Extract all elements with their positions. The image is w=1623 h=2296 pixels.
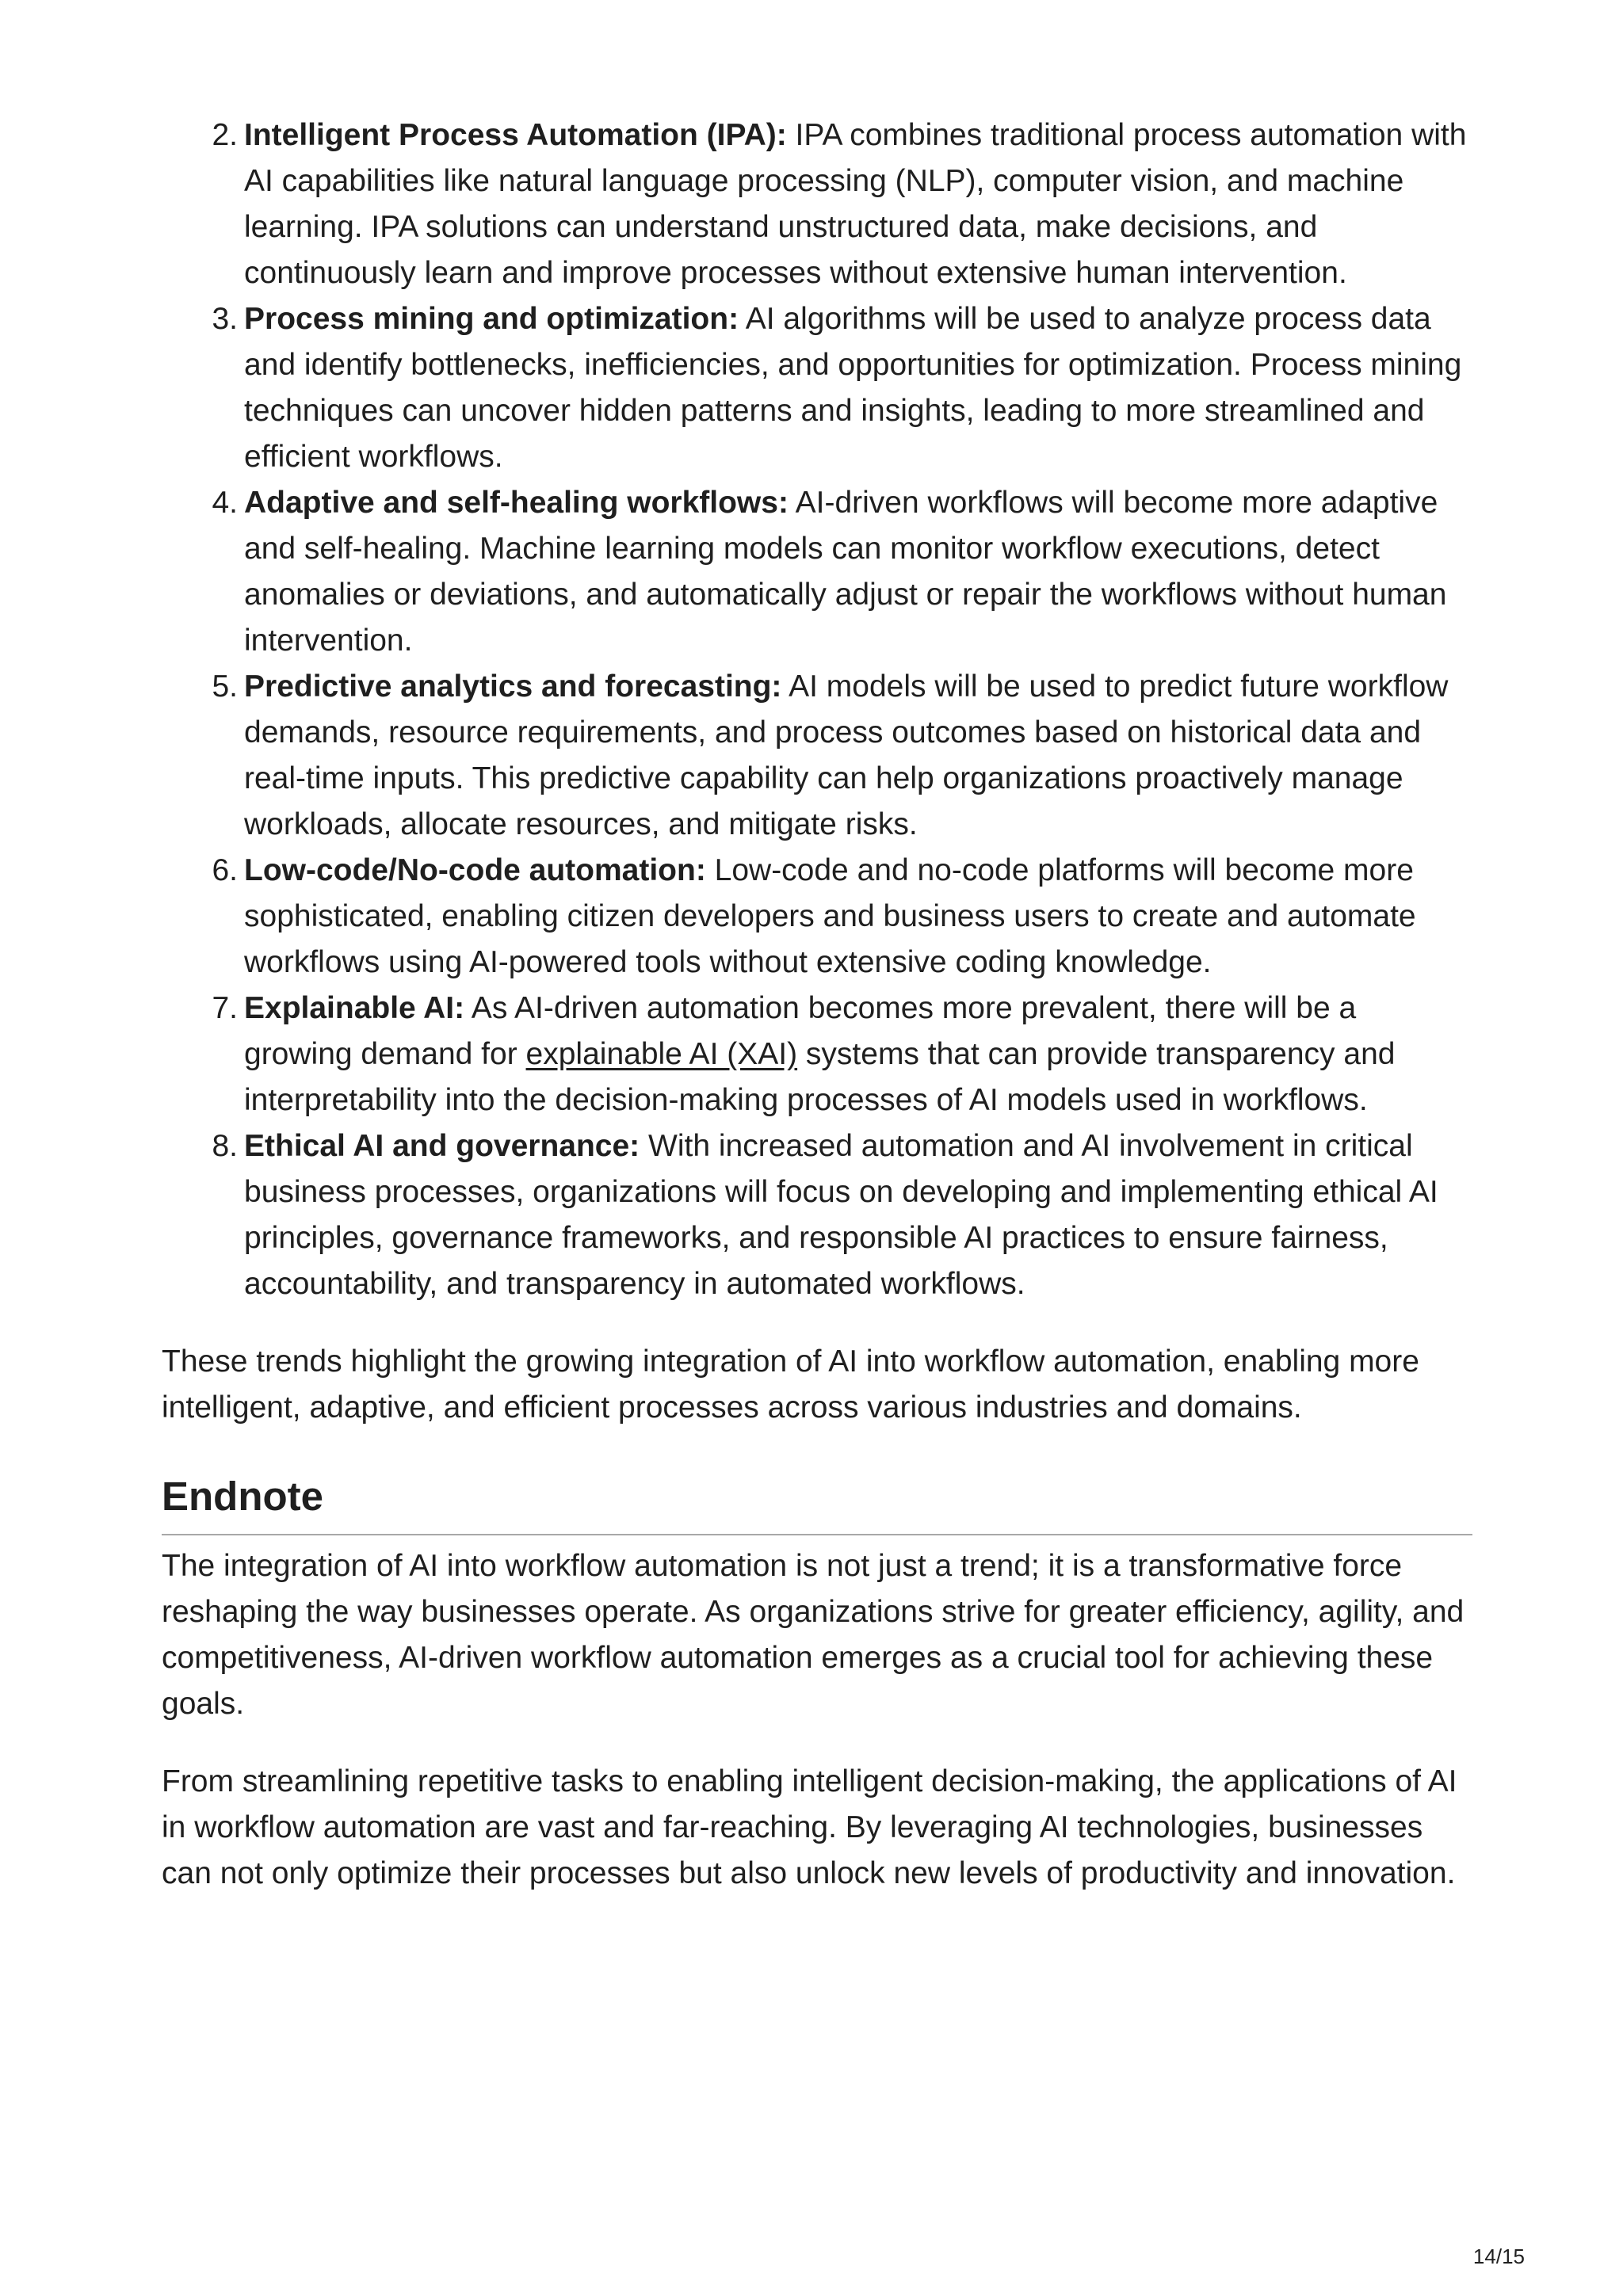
- list-item-number: 8.: [212, 1129, 238, 1163]
- trends-list: [162, 113, 1472, 1307]
- list-item: [162, 986, 1472, 1123]
- list-item: [162, 113, 1472, 296]
- explainable-ai-link[interactable]: explainable AI (XAI): [525, 1037, 798, 1071]
- endnote-paragraph-1: The integration of AI into workflow automation is not just a trend; it is a transformative force reshaping the way businesses operate. As organizations strive for greater efficiency, agility, and competitiveness, AI-driven workflow automation emerges as a crucial tool for achieving these goals.: [162, 1549, 1465, 1721]
- list-item-text: AI models will be used to predict future workflow demands, resource requirements, and process outcomes based on historical data and real-time inputs. This predictive capability can help organizations proactively manage workloads, allocate resources, and mitigate risks.: [244, 669, 1449, 841]
- list-item: [162, 848, 1472, 986]
- list-item-term: Low-code/No-code automation:: [244, 853, 706, 887]
- list-item-term: Predictive analytics and forecasting:: [244, 669, 782, 704]
- endnote-heading: Endnote: [162, 1469, 1472, 1535]
- list-item: [162, 296, 1472, 480]
- list-item-text: With increased automation and AI involvement in critical business processes, organizations will focus on developing and implementing ethical AI principles, governance frameworks, and responsible AI practices to ensure fairness, accountability, and transparency in automated workflows.: [244, 1129, 1438, 1301]
- list-item-text: AI algorithms will be used to analyze process data and identify bottlenecks, inefficiencies, and opportunities for optimization. Process mining techniques can uncover hidden patterns and insights, leading to more streamlined and efficient workflows.: [244, 302, 1462, 474]
- list-item-text-after-link: systems that can provide transparency and interpretability into the decision-making processes of AI models used in workflows.: [244, 1037, 1396, 1117]
- list-item-term: Process mining and optimization:: [244, 302, 739, 336]
- list-item-text-before-link: As AI-driven automation becomes more prevalent, there will be a growing demand for: [244, 991, 1357, 1071]
- list-item: [162, 480, 1472, 664]
- list-item-term: Explainable AI:: [244, 991, 465, 1025]
- list-item-number: 3.: [212, 302, 238, 336]
- page-number: 14/15: [1472, 2245, 1525, 2268]
- list-item-text: AI-driven workflows will become more adaptive and self-healing. Machine learning models can monitor workflow executions, detect anomalies or deviations, and automatically adjust or repair the workflows without human intervention.: [244, 486, 1447, 658]
- summary-paragraph: These trends highlight the growing integration of AI into workflow automation, enabling more intelligent, adaptive, and efficient processes across various industries and domains.: [162, 1344, 1419, 1425]
- list-item-number: 5.: [212, 669, 238, 704]
- list-item-term: Ethical AI and governance:: [244, 1129, 640, 1163]
- list-item-term: Adaptive and self-healing workflows:: [244, 486, 789, 520]
- list-item-number: 2.: [212, 118, 238, 152]
- list-item-text: IPA combines traditional process automation with AI capabilities like natural language processing (NLP), computer vision, and machine learning. IPA solutions can understand unstructured data, make decisions, and continuously learn and improve processes without extensive human intervention.: [244, 118, 1467, 290]
- list-item-number: 4.: [212, 486, 238, 520]
- list-item: [162, 664, 1472, 848]
- list-item-text: Low-code and no-code platforms will become more sophisticated, enabling citizen developers and business users to create and automate workflows using AI-powered tools without extensive coding knowledge.: [244, 853, 1416, 979]
- list-item-term: Intelligent Process Automation (IPA):: [244, 118, 787, 152]
- endnote-paragraph-2: From streamlining repetitive tasks to enabling intelligent decision-making, the applications of AI in workflow automation are vast and far-reaching. By leveraging AI technologies, businesses can not only optimize their processes but also unlock new levels of productivity and innovation.: [162, 1764, 1457, 1890]
- list-item-number: 6.: [212, 853, 238, 887]
- document-content: [162, 113, 1472, 1897]
- list-item: [162, 1123, 1472, 1307]
- list-item-number: 7.: [212, 991, 238, 1025]
